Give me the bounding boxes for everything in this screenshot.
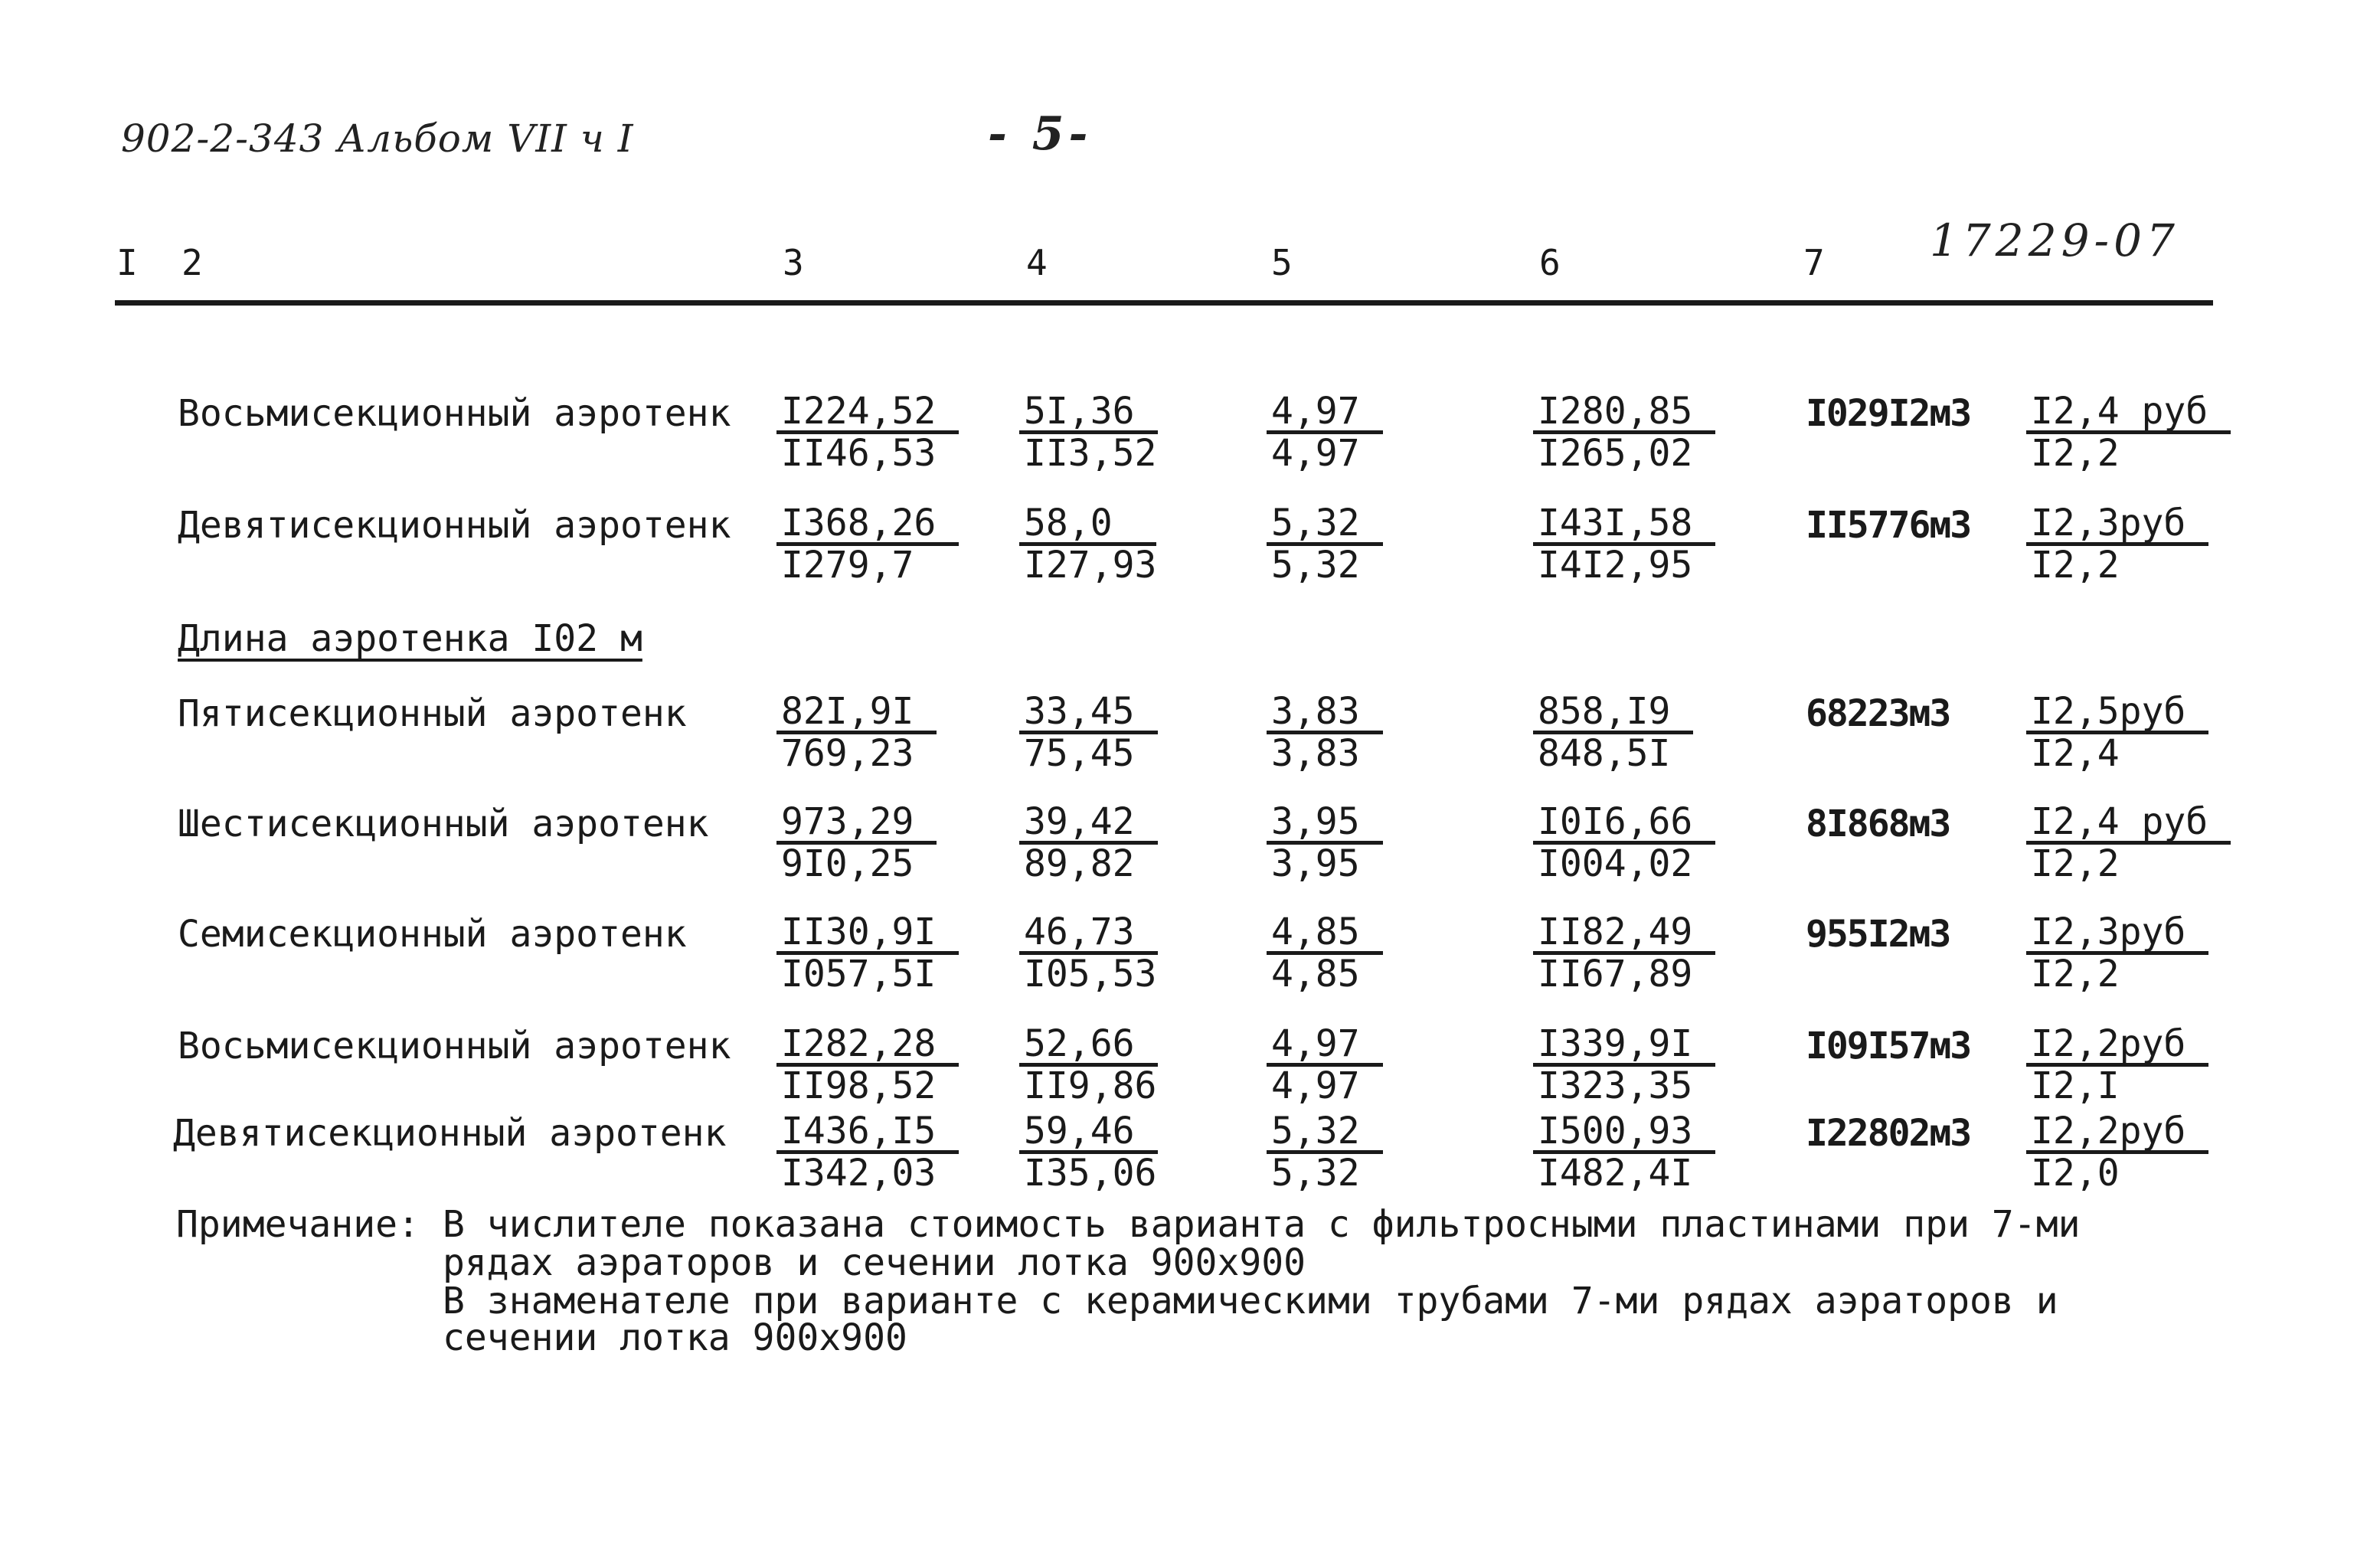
cost-fraction-col3	[781, 692, 937, 773]
numerator: 52,66	[1019, 1025, 1158, 1067]
denominator: I27,93	[1024, 544, 1157, 587]
column-header-2: 2	[181, 242, 203, 283]
unit-cost-fraction	[2031, 911, 2208, 996]
denominator: I342,03	[781, 1152, 937, 1195]
cost-fraction-col3	[781, 800, 937, 885]
denominator: 769,23	[781, 732, 914, 775]
numerator: 58,0	[1019, 504, 1156, 546]
cost-fraction-col5	[1271, 911, 1383, 996]
denominator: I35,06	[1024, 1152, 1157, 1195]
denominator: II3,52	[1024, 432, 1157, 475]
numerator: I280,85	[1533, 392, 1715, 434]
cost-fraction-col5	[1271, 390, 1383, 475]
denominator: 4,85	[1271, 953, 1360, 996]
numerator: 3,83	[1267, 692, 1383, 734]
denominator: I265,02	[1538, 432, 1693, 475]
cost-fraction-col6	[1538, 390, 1715, 475]
cost-fraction-col6	[1538, 800, 1715, 885]
column-header-6: 6	[1539, 242, 1561, 283]
denominator: 3,95	[1271, 842, 1360, 885]
column-header-7: 7	[1803, 242, 1825, 283]
denominator: I004,02	[1538, 842, 1693, 885]
volume-value: I09I57м3	[1806, 1025, 1971, 1067]
denominator: 5,32	[1271, 1152, 1360, 1195]
denominator: II98,52	[781, 1064, 937, 1107]
unit-cost-fraction	[2031, 692, 2208, 773]
numerator: I0I6,66	[1533, 803, 1715, 845]
volume-value: 68223м3	[1806, 692, 1950, 735]
numerator: 59,46	[1019, 1112, 1158, 1154]
denominator: 4,97	[1271, 432, 1360, 475]
numerator: 5,32	[1267, 504, 1383, 546]
cost-fraction-col6	[1538, 692, 1693, 773]
page-number: - 5-	[988, 107, 1093, 161]
unit-cost-fraction	[2031, 800, 2231, 885]
denominator: 4,97	[1271, 1064, 1360, 1107]
row-label: Восьмисекционный аэротенк	[178, 1025, 731, 1067]
volume-value: I029I2м3	[1806, 392, 1971, 435]
cost-fraction-col4	[1024, 800, 1158, 885]
cost-fraction-col3	[781, 1110, 959, 1195]
cost-fraction-col4	[1024, 911, 1158, 996]
row-label: Девятисекционный аэротенк	[178, 504, 731, 547]
denominator: 75,45	[1024, 732, 1135, 775]
numerator: I2,3руб	[2026, 504, 2208, 546]
numerator: 3,95	[1267, 803, 1383, 845]
cost-fraction-col5	[1271, 800, 1383, 885]
cost-fraction-col6	[1538, 911, 1715, 996]
numerator: II30,9I	[776, 913, 959, 955]
denominator: 848,5I	[1538, 732, 1671, 775]
cost-fraction-col3	[781, 1022, 959, 1107]
denominator: II46,53	[781, 432, 937, 475]
column-header-4: 4	[1026, 242, 1048, 283]
cost-fraction-col6	[1538, 1110, 1715, 1195]
denominator: I2,0	[2031, 1152, 2120, 1195]
denominator: 3,83	[1271, 732, 1360, 775]
volume-value: 955I2м3	[1806, 913, 1950, 956]
denominator: I2,2	[2031, 432, 2120, 475]
row-label: Восьмисекционный аэротенк	[178, 392, 731, 435]
denominator: I4I2,95	[1538, 544, 1693, 587]
column-header-3: 3	[783, 242, 804, 283]
row-label: Семисекционный аэротенк	[178, 913, 687, 956]
row-label: Пятисекционный аэротенк	[178, 692, 687, 735]
numerator: I2,5руб	[2026, 692, 2208, 734]
denominator: I279,7	[781, 544, 914, 587]
cost-fraction-col5	[1271, 502, 1383, 587]
numerator: 33,45	[1019, 692, 1158, 734]
numerator: I2,3руб	[2026, 913, 2208, 955]
cost-fraction-col5	[1271, 1022, 1383, 1107]
numerator: 4,97	[1267, 392, 1383, 434]
numerator: 5,32	[1267, 1112, 1383, 1154]
cost-fraction-col4	[1024, 1022, 1158, 1107]
denominator: II67,89	[1538, 953, 1693, 996]
column-header-1: I	[116, 242, 138, 283]
unit-cost-fraction	[2031, 502, 2208, 587]
numerator: 4,85	[1267, 913, 1383, 955]
cost-fraction-col3	[781, 390, 959, 475]
denominator: I2,2	[2031, 544, 2120, 587]
cost-fraction-col3	[781, 502, 959, 587]
numerator: I282,28	[776, 1025, 959, 1067]
section-heading: Длина аэротенка I02 м	[178, 617, 642, 660]
cost-fraction-col3	[781, 911, 959, 996]
note-line-1: В числителе показана стоимость варианта с фильтросными пластинами при 7-ми	[443, 1203, 2081, 1246]
volume-value: 8I868м3	[1806, 803, 1950, 845]
denominator: II9,86	[1024, 1064, 1157, 1107]
numerator: I2,4 руб	[2026, 803, 2231, 845]
unit-cost-fraction	[2031, 1110, 2208, 1195]
denominator: I2,4	[2031, 732, 2120, 775]
numerator: 858,I9	[1533, 692, 1693, 734]
cost-fraction-col4	[1024, 692, 1158, 773]
note-line-3: В знаменателе при варианте с керамическими трубами 7-ми рядах аэраторов и	[443, 1280, 2058, 1322]
numerator: I339,9I	[1533, 1025, 1715, 1067]
cost-fraction-col6	[1538, 1022, 1715, 1107]
denominator: I323,35	[1538, 1064, 1693, 1107]
volume-value: II5776м3	[1806, 504, 1971, 547]
numerator: I224,52	[776, 392, 959, 434]
numerator: I500,93	[1533, 1112, 1715, 1154]
column-header-5: 5	[1271, 242, 1293, 283]
row-label: Шестисекционный аэротенк	[178, 803, 709, 845]
denominator: I2,I	[2031, 1064, 2120, 1107]
note-line-2: рядах аэраторов и сечении лотка 900х900	[443, 1241, 1306, 1284]
header-rule	[115, 300, 2213, 306]
note-line-4: сечении лотка 900х900	[443, 1316, 907, 1359]
numerator: I2,2руб	[2026, 1025, 2208, 1067]
denominator: I482,4I	[1538, 1152, 1693, 1195]
document-code: 902-2-343 Альбом VII ч I	[121, 116, 634, 161]
denominator: 9I0,25	[781, 842, 914, 885]
cost-fraction-col5	[1271, 692, 1383, 773]
denominator: I05,53	[1024, 953, 1157, 996]
cost-fraction-col5	[1271, 1110, 1383, 1195]
numerator: 973,29	[776, 803, 937, 845]
numerator: I2,4 руб	[2026, 392, 2231, 434]
numerator: I436,I5	[776, 1112, 959, 1154]
note-label: Примечание:	[176, 1203, 420, 1246]
numerator: I43I,58	[1533, 504, 1715, 546]
sheet-code: 17229-07	[1930, 214, 2179, 266]
cost-fraction-col4	[1024, 1110, 1158, 1195]
numerator: I2,2руб	[2026, 1112, 2208, 1154]
cost-fraction-col4	[1024, 502, 1157, 587]
unit-cost-fraction	[2031, 1022, 2208, 1107]
numerator: II82,49	[1533, 913, 1715, 955]
denominator: I2,2	[2031, 842, 2120, 885]
denominator: I2,2	[2031, 953, 2120, 996]
cost-fraction-col4	[1024, 390, 1158, 475]
numerator: I368,26	[776, 504, 959, 546]
denominator: 89,82	[1024, 842, 1135, 885]
denominator: I057,5I	[781, 953, 937, 996]
cost-fraction-col6	[1538, 502, 1715, 587]
volume-value: I22802м3	[1806, 1112, 1971, 1155]
numerator: 82I,9I	[776, 692, 937, 734]
numerator: 39,42	[1019, 803, 1158, 845]
numerator: 46,73	[1019, 913, 1158, 955]
unit-cost-fraction	[2031, 390, 2231, 475]
numerator: 4,97	[1267, 1025, 1383, 1067]
denominator: 5,32	[1271, 544, 1360, 587]
row-label: Девятисекционный аэротенк	[173, 1112, 727, 1155]
numerator: 5I,36	[1019, 392, 1158, 434]
